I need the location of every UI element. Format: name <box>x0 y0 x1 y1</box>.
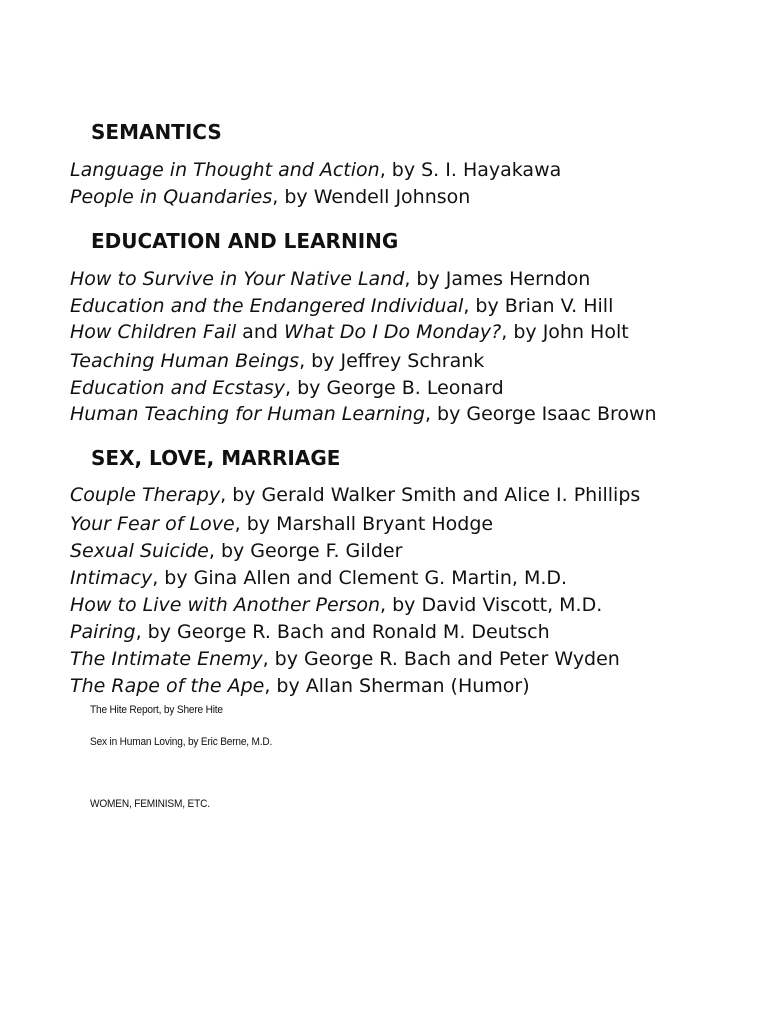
section-heading: EDUCATION AND LEARNING <box>91 229 399 253</box>
book-author: , by George F. Gilder <box>208 540 403 562</box>
section-heading: SEMANTICS <box>91 120 222 144</box>
book-title: The Rape of the Ape <box>70 675 265 697</box>
book-entry <box>70 619 676 645</box>
book-title: What Do I Do Monday? <box>283 321 502 343</box>
book-title: Pairing <box>70 621 136 643</box>
section-heading: SEX, LOVE, MARRIAGE <box>91 446 341 470</box>
book-entry <box>70 673 676 699</box>
book-author: , by David Viscott, M.D. <box>380 594 603 616</box>
book-entry <box>70 266 676 292</box>
book-entry <box>70 483 676 508</box>
book-entry <box>70 538 676 564</box>
book-entry <box>70 565 676 591</box>
book-title: Sexual Suicide <box>70 540 209 562</box>
book-author: , by George R. Bach and Ronald M. Deutsch <box>135 621 550 643</box>
book-entry <box>70 157 676 183</box>
book-title: Teaching Human Beings <box>70 350 300 372</box>
book-author: , by Wendell Johnson <box>272 186 471 208</box>
book-entry <box>70 511 676 537</box>
small-book-entry: The Hite Report, by Shere Hite <box>90 704 223 716</box>
book-title: Intimacy <box>70 567 153 589</box>
book-author: , by Marshall Bryant Hodge <box>234 513 494 535</box>
book-entry <box>70 348 676 374</box>
book-title: People in Quandaries <box>70 186 273 208</box>
book-entry <box>70 646 676 672</box>
book-entry <box>70 402 676 427</box>
book-author: , by George B. Leonard <box>285 377 504 399</box>
book-author: , by John Holt <box>501 321 629 343</box>
book-title: How to Survive in Your Native Land <box>70 268 405 290</box>
book-entry <box>70 375 676 401</box>
book-entry <box>70 320 676 345</box>
small-trailing-block <box>90 703 676 811</box>
section-education <box>70 228 676 427</box>
book-title: Your Fear of Love <box>70 513 235 535</box>
section-semantics <box>70 119 676 210</box>
book-title: Language in Thought and Action <box>70 159 380 181</box>
book-entry <box>70 184 676 210</box>
book-author: , by Jeffrey Schrank <box>299 350 485 372</box>
book-author: , by Gina Allen and Clement G. Martin, M.D. <box>152 567 568 589</box>
book-author: , by S. I. Hayakawa <box>379 159 562 181</box>
book-title: Human Teaching for Human Learning <box>70 403 425 425</box>
book-author: , by James Herndon <box>404 268 591 290</box>
book-author: , by George Isaac Brown <box>424 403 657 425</box>
book-entry <box>70 592 676 618</box>
book-title: Education and Ecstasy <box>70 377 286 399</box>
book-title: How Children Fail <box>70 321 237 343</box>
book-title: Education and the Endangered Individual <box>70 295 464 317</box>
conjunction: and <box>236 321 284 343</box>
book-title: Couple Therapy <box>70 484 221 506</box>
book-author: , by Allan Sherman (Humor) <box>264 675 530 697</box>
book-title: The Intimate Enemy <box>70 648 263 670</box>
section-sex-love-marriage <box>70 445 676 699</box>
book-author: , by George R. Bach and Peter Wyden <box>262 648 620 670</box>
book-title: How to Live with Another Person <box>70 594 381 616</box>
book-author: , by Brian V. Hill <box>463 295 614 317</box>
reading-list <box>70 119 676 811</box>
book-entry <box>70 293 676 319</box>
small-book-entry: Sex in Human Loving, by Eric Berne, M.D. <box>90 736 273 748</box>
book-author: , by Gerald Walker Smith and Alice I. Phillips <box>220 484 641 506</box>
small-section-heading: WOMEN, FEMINISM, ETC. <box>90 798 210 810</box>
